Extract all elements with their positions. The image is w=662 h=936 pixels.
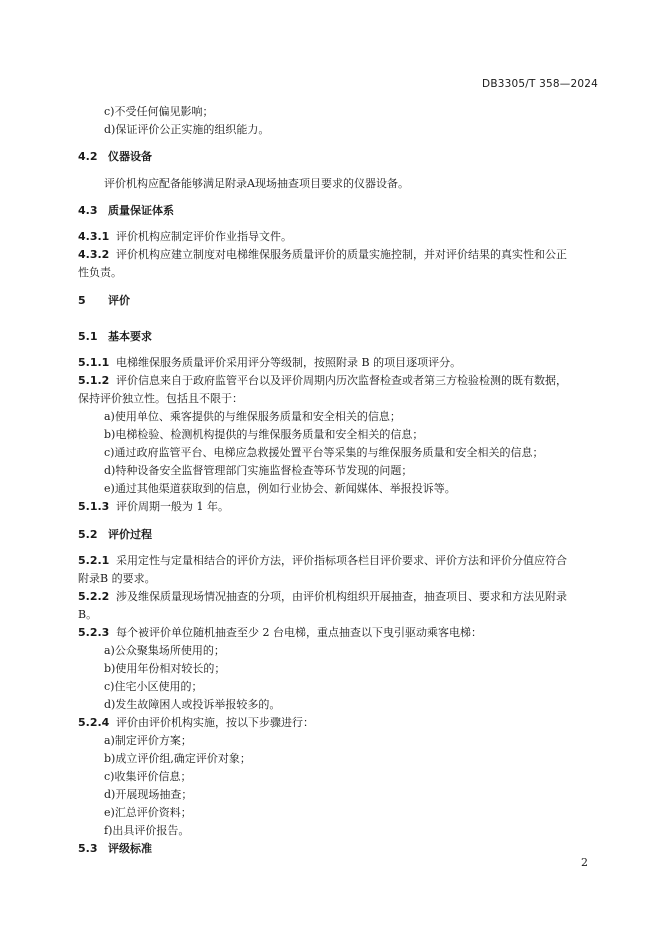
list-item bbox=[104, 679, 202, 695]
clause bbox=[78, 499, 229, 515]
list-item bbox=[104, 787, 192, 803]
clause bbox=[78, 715, 314, 731]
paragraph bbox=[104, 176, 409, 192]
section-heading bbox=[78, 841, 152, 857]
list-item-marker: c) bbox=[104, 105, 115, 118]
list-item bbox=[104, 697, 280, 713]
section-number: 5.1 bbox=[78, 330, 98, 343]
list-item bbox=[104, 463, 412, 479]
clause-text: 涉及维保质量现场情况抽查的分项，由评价机构组织开展抽查，抽查项目、要求和方法见附录 bbox=[116, 590, 567, 603]
list-item-marker: a) bbox=[104, 410, 115, 423]
list-item bbox=[104, 769, 191, 785]
clause-text: 评价机构应制定评价作业指导文件。 bbox=[116, 230, 292, 243]
list-item bbox=[104, 409, 401, 425]
list-item-marker: e) bbox=[104, 482, 115, 495]
list-item-text: 公众聚集场所使用的； bbox=[114, 644, 225, 657]
list-item-text: 住宅小区使用的； bbox=[114, 680, 203, 693]
list-item-text: 发生故障困人或投诉举报较多的。 bbox=[115, 698, 281, 711]
list-item bbox=[104, 104, 213, 120]
list-item-text: 使用单位、乘客提供的与维保服务质量和安全相关的信息； bbox=[114, 410, 401, 423]
section-title: 评价过程 bbox=[108, 528, 152, 541]
section-number: 4.3 bbox=[78, 204, 98, 217]
list-item-text: 使用年份相对较长的； bbox=[115, 662, 226, 675]
list-item-marker: c) bbox=[104, 680, 115, 693]
list-item bbox=[104, 427, 423, 443]
list-item-marker: c) bbox=[104, 446, 115, 459]
list-item-marker: d) bbox=[104, 788, 116, 801]
continuation-line bbox=[78, 391, 243, 407]
page-number: 2 bbox=[581, 856, 588, 869]
section-heading bbox=[78, 329, 152, 345]
list-item-marker: d) bbox=[104, 698, 116, 711]
section-title: 质量保证体系 bbox=[108, 204, 174, 217]
list-item-text: 通过政府监管平台、电梯应急救援处置平台等采集的与维保服务质量和安全相关的信息； bbox=[114, 446, 544, 459]
list-item-text: 制定评价方案； bbox=[114, 734, 192, 747]
list-item-text: 通过其他渠道获取到的信息，例如行业协会、新闻媒体、举报投诉等。 bbox=[114, 482, 456, 495]
clause-number: 5.2.1 bbox=[78, 554, 110, 567]
section-title: 仪器设备 bbox=[108, 150, 152, 163]
list-item-text: 出具评价报告。 bbox=[112, 824, 190, 837]
list-item-marker: b) bbox=[104, 752, 116, 765]
list-item bbox=[104, 643, 225, 659]
continuation-line bbox=[78, 607, 97, 623]
section-heading bbox=[78, 149, 152, 165]
clause bbox=[78, 589, 567, 605]
clause-text: 评价由评价机构实施，按以下步骤进行： bbox=[116, 716, 314, 729]
clause-text: 评价周期一般为 1 年。 bbox=[116, 500, 229, 513]
list-item bbox=[104, 823, 189, 839]
section-number: 4.2 bbox=[78, 150, 98, 163]
clause-text: 评价机构应建立制度对电梯维保服务质量评价的质量实施控制，并对评价结果的真实性和公正 bbox=[116, 248, 567, 261]
clause-text: 每个被评价单位随机抽查至少 2 台电梯，重点抽查以下曳引驱动乘客电梯： bbox=[116, 626, 482, 639]
section-title: 基本要求 bbox=[108, 330, 152, 343]
clause-number: 5.2.3 bbox=[78, 626, 110, 639]
list-item bbox=[104, 805, 192, 821]
section-heading bbox=[78, 527, 152, 543]
clause-number: 5.2.2 bbox=[78, 590, 110, 603]
list-item bbox=[104, 733, 192, 749]
clause-number: 4.3.1 bbox=[78, 230, 110, 243]
document-code: DB3305/T 358—2024 bbox=[482, 78, 598, 90]
list-item-text: 成立评价组,确定评价对象； bbox=[115, 752, 251, 765]
chapter-title: 评价 bbox=[108, 294, 130, 307]
chapter-number: 5 bbox=[78, 294, 86, 307]
list-item bbox=[104, 481, 456, 497]
list-item-text: 不受任何偏见影响； bbox=[114, 105, 214, 118]
clause bbox=[78, 355, 461, 371]
paragraph-text: 评价机构应配备能够满足附录A现场抽查项目要求的仪器设备。 bbox=[104, 177, 409, 190]
list-item bbox=[104, 751, 251, 767]
section-title: 评级标准 bbox=[108, 842, 152, 855]
clause-number: 5.1.2 bbox=[78, 374, 110, 387]
continuation-text: B。 bbox=[78, 608, 98, 621]
list-item-text: 特种设备安全监督管理部门实施监督检查等环节发现的问题； bbox=[115, 464, 413, 477]
continuation-text: 附录B 的要求。 bbox=[78, 572, 156, 585]
list-item-marker: e) bbox=[104, 806, 115, 819]
continuation-line bbox=[78, 571, 156, 587]
clause bbox=[78, 553, 567, 569]
list-item-marker: a) bbox=[104, 644, 115, 657]
section-number: 5.2 bbox=[78, 528, 98, 541]
list-item-marker: a) bbox=[104, 734, 115, 747]
section-heading bbox=[78, 203, 174, 219]
clause-number: 5.1.3 bbox=[78, 500, 110, 513]
list-item-marker: b) bbox=[104, 662, 116, 675]
continuation-text: 性负责。 bbox=[78, 266, 122, 279]
continuation-line bbox=[78, 265, 122, 281]
list-item-marker: b) bbox=[104, 428, 116, 441]
clause-text: 电梯维保服务质量评价采用评分等级制，按照附录 B 的项目逐项评分。 bbox=[116, 356, 462, 369]
clause bbox=[78, 229, 292, 245]
list-item-text: 电梯检验、检测机构提供的与维保服务质量和安全相关的信息； bbox=[115, 428, 424, 441]
clause-number: 4.3.2 bbox=[78, 248, 110, 261]
list-item-marker: d) bbox=[104, 123, 116, 136]
list-item-text: 开展现场抽查； bbox=[115, 788, 193, 801]
clause bbox=[78, 373, 567, 389]
list-item bbox=[104, 661, 225, 677]
list-item-text: 收集评价信息； bbox=[114, 770, 192, 783]
continuation-text: 保持评价独立性。包括且不限于： bbox=[78, 392, 243, 405]
list-item-text: 保证评价公正实施的组织能力。 bbox=[115, 123, 270, 136]
clause bbox=[78, 625, 482, 641]
list-item-marker: d) bbox=[104, 464, 116, 477]
clause bbox=[78, 247, 567, 263]
list-item-marker: f) bbox=[104, 824, 113, 837]
section-number: 5.3 bbox=[78, 842, 98, 855]
list-item-text: 汇总评价资料； bbox=[114, 806, 192, 819]
clause-text: 采用定性与定量相结合的评价方法，评价指标项各栏目评价要求、评价方法和评价分值应符合 bbox=[116, 554, 567, 567]
list-item bbox=[104, 122, 269, 138]
clause-number: 5.2.4 bbox=[78, 716, 110, 729]
list-item-marker: c) bbox=[104, 770, 115, 783]
clause-text: 评价信息来自于政府监管平台以及评价周期内历次监督检查或者第三方检验检测的既有数据， bbox=[116, 374, 567, 387]
list-item bbox=[104, 445, 543, 461]
chapter-heading bbox=[78, 293, 130, 309]
clause-number: 5.1.1 bbox=[78, 356, 110, 369]
